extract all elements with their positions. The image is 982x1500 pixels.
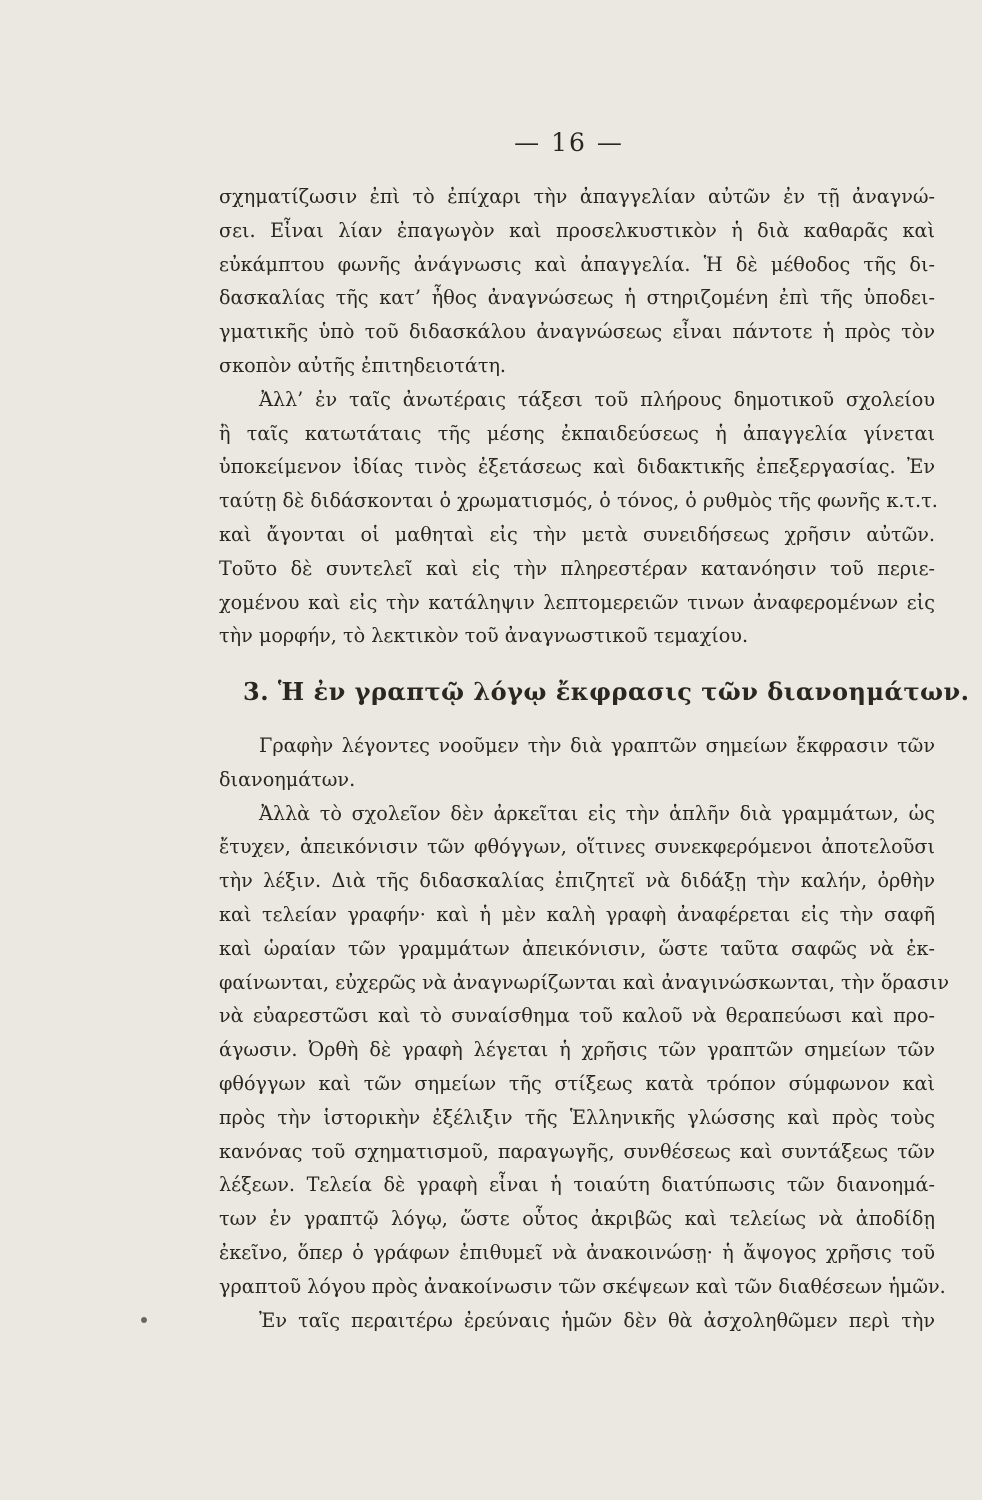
text-line: σκοπὸν αὐτῆς ἐπιτηδειοτάτη. bbox=[219, 353, 507, 377]
text-line: νὰ εὐαρεστῶσι καὶ τὸ συναίσθημα τοῦ καλοῦ νὰ θεραπεύωσι καὶ προ- bbox=[219, 1004, 935, 1028]
text-line: χομένου καὶ εἰς τὴν κατάληψιν λεπτομερειῶν τινων ἀναφερομένων εἰς bbox=[219, 590, 935, 614]
text-line: καὶ τελείαν γραφήν· καὶ ἡ μὲν καλὴ γραφὴ ἀναφέρεται εἰς τὴν σαφῆ bbox=[219, 902, 935, 926]
text-line: Ἐν ταῖς περαιτέρω ἐρεύναις ἡμῶν δὲν θὰ ἀσχοληθῶμεν περὶ τὴν bbox=[259, 1308, 935, 1332]
text-line: σει. Εἶναι λίαν ἐπαγωγὸν καὶ προσελκυστικὸν ἡ διὰ καθαρᾶς καὶ bbox=[219, 218, 935, 242]
paragraph-4 bbox=[219, 797, 950, 1304]
text-line: ἔτυχεν, ἀπεικόνισιν τῶν φθόγγων, οἵτινες συνεκφερόμενοι ἀποτελοῦσι bbox=[219, 835, 935, 859]
text-line: ταύτῃ δὲ διδάσκονται ὁ χρωματισμός, ὁ τόνος, ὁ ρυθμὸς τῆς φωνῆς κ.τ.τ. bbox=[219, 489, 938, 513]
text-line: ὑποκείμενον ἰδίας τινὸς ἐξετάσεως καὶ διδακτικῆς ἐπεξεργασίας. Ἐν bbox=[219, 455, 935, 479]
page-body bbox=[219, 180, 970, 1337]
text-line: των ἐν γραπτῷ λόγῳ, ὥστε οὗτος ἀκριβῶς καὶ τελείως νὰ ἀποδίδῃ bbox=[219, 1207, 935, 1231]
text-line: ἢ ταῖς κατωτάταις τῆς μέσης ἐκπαιδεύσεως ἡ ἀπαγγελία γίνεται bbox=[219, 421, 935, 445]
text-line: κανόνας τοῦ σχηματισμοῦ, παραγωγῆς, συνθέσεως καὶ συντάξεως τῶν bbox=[219, 1139, 935, 1163]
text-line: Τοῦτο δὲ συντελεῖ καὶ εἰς τὴν πληρεστέραν κατανόησιν τοῦ περιε- bbox=[219, 556, 935, 580]
text-line: Ἀλλ’ ἐν ταῖς ἀνωτέραις τάξεσι τοῦ πλήρους δημοτικοῦ σχολείου bbox=[259, 387, 935, 411]
paragraph-5 bbox=[219, 1304, 935, 1338]
text-line: γραπτοῦ λόγου πρὸς ἀνακοίνωσιν τῶν σκέψεων καὶ τῶν διαθέσεων ἡμῶν. bbox=[219, 1274, 946, 1298]
text-line: φθόγγων καὶ τῶν σημείων τῆς στίξεως κατὰ τρόπον σύμφωνον καὶ bbox=[219, 1071, 935, 1095]
text-line: διανοημάτων. bbox=[219, 767, 356, 791]
text-line: σχηματίζωσιν ἐπὶ τὸ ἐπίχαρι τὴν ἀπαγγελίαν αὐτῶν ἐν τῇ ἀναγνώ- bbox=[219, 185, 935, 208]
page-number: — 16 — bbox=[514, 128, 624, 157]
ink-speck bbox=[141, 1317, 147, 1323]
section-heading: 3. Ἡ ἐν γραπτῷ λόγῳ ἔκφρασις τῶν διανοημάτων. bbox=[243, 677, 970, 707]
text-line: ἐκεῖνο, ὅπερ ὁ γράφων ἐπιθυμεῖ νὰ ἀνακοινώσῃ· ἡ ἄψογος χρῆσις τοῦ bbox=[219, 1240, 935, 1264]
text-line: καὶ ὡραίαν τῶν γραμμάτων ἀπεικόνισιν, ὥστε ταῦτα σαφῶς νὰ ἐκ- bbox=[219, 936, 935, 960]
paragraph-1 bbox=[219, 180, 935, 383]
paragraph-3 bbox=[219, 729, 935, 797]
text-line: φαίνωνται, εὐχερῶς νὰ ἀναγνωρίζωνται καὶ ἀναγινώσκωνται, τὴν ὅρασιν bbox=[219, 970, 950, 994]
text-line: άγωσιν. Ὀρθὴ δὲ γραφὴ λέγεται ἡ χρῆσις τῶν γραπτῶν σημείων τῶν bbox=[219, 1038, 935, 1062]
text-line: καὶ ἄγονται οἱ μαθηταὶ εἰς τὴν μετὰ συνειδήσεως χρῆσιν αὐτῶν. bbox=[219, 522, 935, 546]
text-line: γματικῆς ὑπὸ τοῦ διδασκάλου ἀναγνώσεως εἶναι πάντοτε ἡ πρὸς τὸν bbox=[219, 320, 935, 344]
text-line: λέξεων. Τελεία δὲ γραφὴ εἶναι ἡ τοιαύτη διατύπωσις τῶν διανοημά- bbox=[219, 1173, 935, 1197]
text-line: πρὸς τὴν ἱστορικὴν ἐξέλιξιν τῆς Ἑλληνικῆς γλώσσης καὶ πρὸς τοὺς bbox=[219, 1105, 935, 1129]
text-line: Γραφὴν λέγοντες νοοῦμεν τὴν διὰ γραπτῶν σημείων ἔκφρασιν τῶν bbox=[259, 733, 935, 757]
text-line: τὴν λέξιν. Διὰ τῆς διδασκαλίας ἐπιζητεῖ νὰ διδάξῃ τὴν καλήν, ὀρθὴν bbox=[219, 869, 935, 893]
text-line: τὴν μορφήν, τὸ λεκτικὸν τοῦ ἀναγνωστικοῦ τεμαχίου. bbox=[219, 624, 749, 648]
text-line: δασκαλίας τῆς κατ’ ἦθος ἀναγνώσεως ἡ στηριζομένη ἐπὶ τῆς ὑποδει- bbox=[219, 286, 935, 310]
text-line: εὐκάμπτου φωνῆς ἀνάγνωσις καὶ ἀπαγγελία. Ἡ δὲ μέθοδος τῆς δι- bbox=[219, 252, 935, 276]
paragraph-2 bbox=[219, 383, 938, 653]
text-line: Ἀλλὰ τὸ σχολεῖον δὲν ἀρκεῖται εἰς τὴν ἁπλῆν διὰ γραμμάτων, ὡς bbox=[259, 801, 935, 825]
